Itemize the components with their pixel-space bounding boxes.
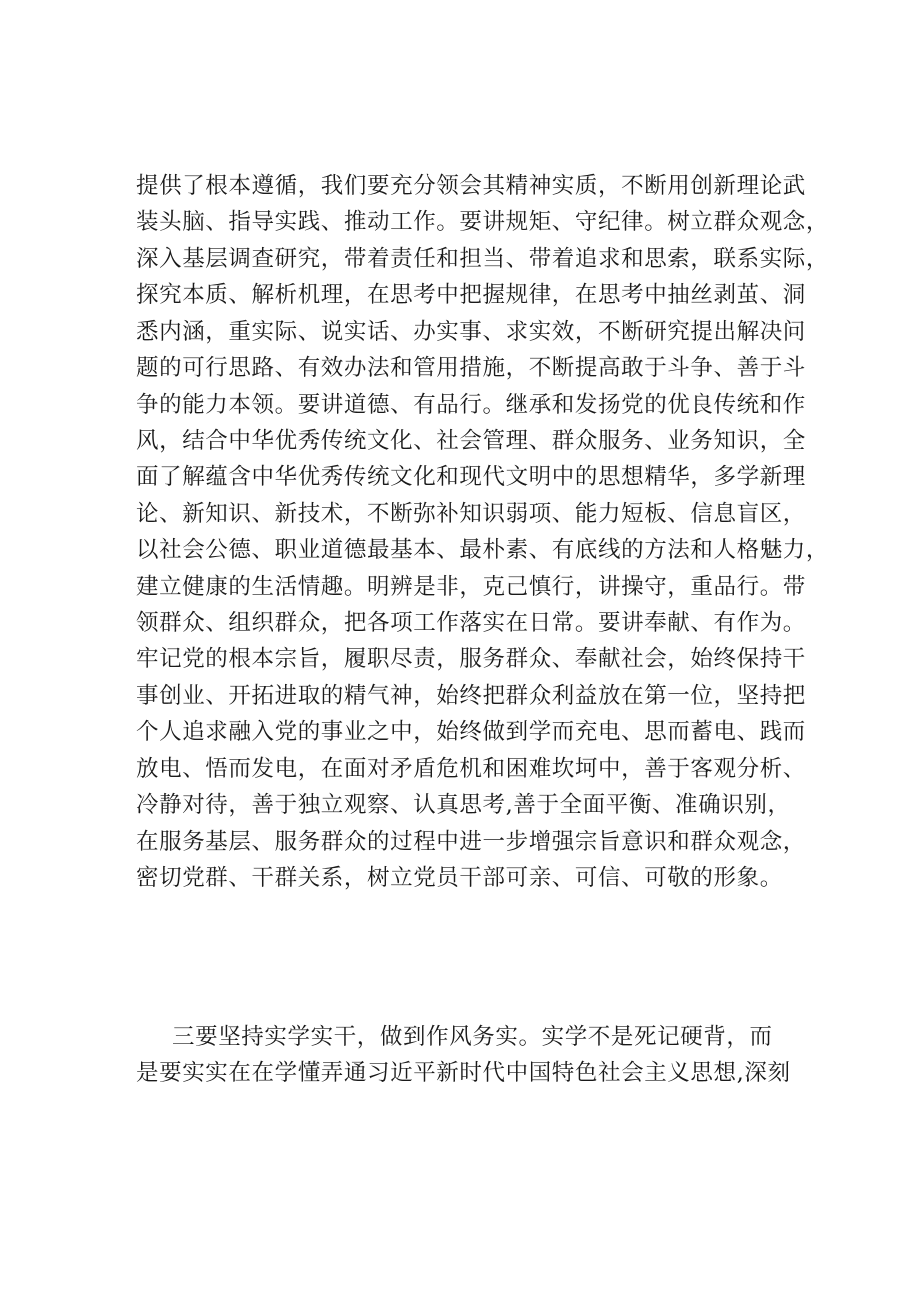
text-line: 以社会公德、职业道德最基本、最朴素、有底线的方法和人格魅力，: [136, 537, 830, 564]
paragraph-1: [136, 170, 830, 898]
paragraph-2: [136, 1021, 800, 1094]
text-line: 面了解蕴含中华优秀传统文化和现代文明中的思想精华，多学新理: [136, 464, 806, 491]
text-line: 冷静对待，善于独立观察、认真思考,善于全面平衡、准确识别，: [136, 792, 791, 819]
text-line: 领群众、组织群众，把各项工作落实在日常。要讲奉献、有作为。: [136, 610, 806, 637]
text-line: 装头脑、指导实践、推动工作。要讲规矩、守纪律。树立群众观念，: [136, 209, 830, 236]
text-line: 放电、悟而发电，在面对矛盾危机和困难坎坷中，善于客观分析、: [136, 755, 806, 782]
text-line: 争的能力本领。要讲道德、有品行。继承和发扬党的优良传统和作: [136, 391, 806, 418]
text-line: 题的可行思路、有效办法和管用措施，不断提高敢于斗争、善于斗: [136, 355, 806, 382]
text-line: 事创业、开拓进取的精气神，始终把群众利益放在第一位，坚持把: [136, 682, 806, 709]
text-line: 提供了根本遵循，我们要充分领会其精神实质，不断用创新理论武: [136, 173, 806, 199]
text-line: 建立健康的生活情趣。明辨是非，克己慎行，讲操守，重品行。带: [136, 573, 806, 600]
text-line: 论、新知识、新技术，不断弥补知识弱项、能力短板、信息盲区，: [136, 500, 806, 527]
text-line: 密切党群、干群关系，树立党员干部可亲、可信、可敬的形象。: [136, 865, 783, 892]
text-line: 三要坚持实学实干，做到作风务实。实学不是死记硬背，而: [172, 1024, 773, 1050]
text-line: 在服务基层、服务群众的过程中进一步增强宗旨意识和群众观念，: [136, 828, 806, 855]
text-line: 悉内涵，重实际、说实话、办实事、求实效，不断研究提出解决问: [136, 318, 806, 345]
text-line: 深入基层调查研究，带着责任和担当、带着追求和思索，联系实际，: [136, 245, 830, 272]
text-line: 探究本质、解析机理，在思考中把握规律，在思考中抽丝剥茧、洞: [136, 282, 806, 309]
text-line: 牢记党的根本宗旨，履职尽责，服务群众、奉献社会，始终保持干: [136, 646, 806, 673]
text-line: 风，结合中华优秀传统文化、社会管理、群众服务、业务知识，全: [136, 427, 806, 454]
text-line: 是要实实在在学懂弄通习近平新时代中国特色社会主义思想,深刻: [136, 1060, 791, 1087]
text-line: 个人追求融入党的事业之中，始终做到学而充电、思而蓄电、践而: [136, 719, 806, 746]
